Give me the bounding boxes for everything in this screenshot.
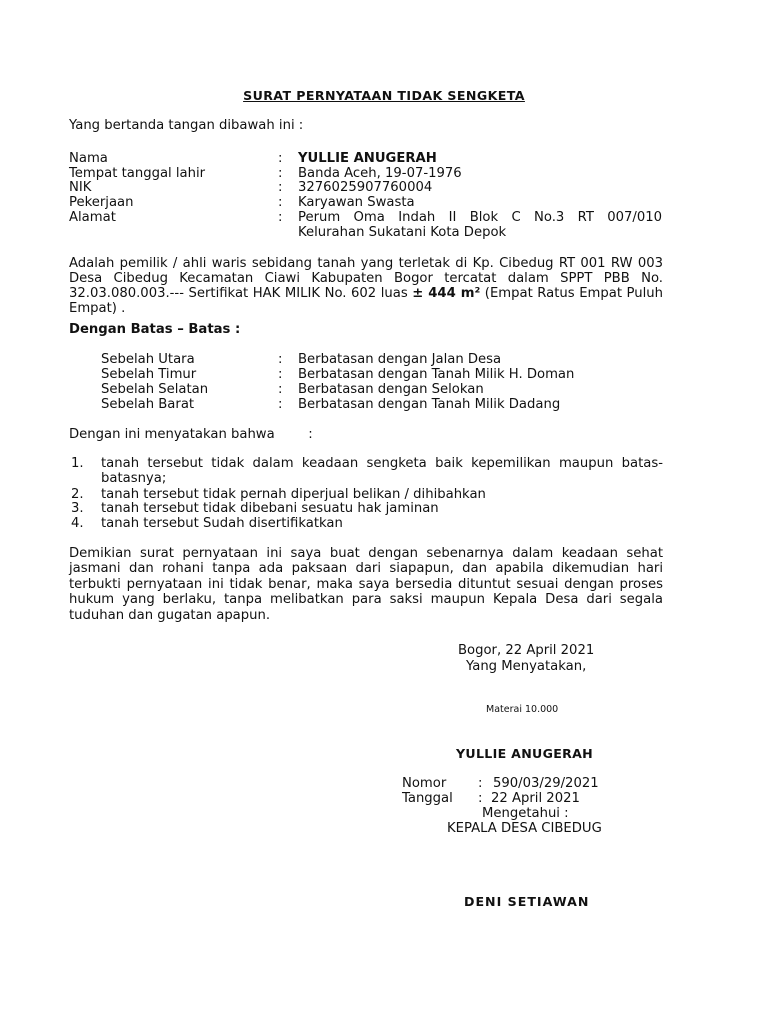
village-head-name: DENI SETIAWAN <box>464 894 590 909</box>
identity-value-ttl: Banda Aceh, 19-07-1976 <box>298 166 462 181</box>
boundary-value-west: Berbatasan dengan Tanah Milik Dadang <box>298 397 561 412</box>
signature-place-date: Bogor, 22 April 2021 <box>458 643 595 658</box>
identity-colon: : <box>278 195 283 210</box>
land-area: ± 444 m² <box>412 286 481 301</box>
stamp-duty-label: Materai 10.000 <box>486 704 559 715</box>
identity-label-pekerjaan: Pekerjaan <box>69 195 134 210</box>
identity-label-nik: NIK <box>69 180 92 195</box>
tanggal-label: Tanggal <box>402 791 453 806</box>
identity-colon: : <box>278 166 283 181</box>
identity-label-alamat: Alamat <box>69 210 116 225</box>
tanggal-value: 22 April 2021 <box>491 791 580 806</box>
boundary-colon: : <box>278 397 283 412</box>
identity-colon: : <box>278 210 283 225</box>
identity-value-alamat-line2: Kelurahan Sukatani Kota Depok <box>298 225 507 240</box>
signer-name: YULLIE ANUGERAH <box>456 746 594 761</box>
document-title: SURAT PERNYATAAN TIDAK SENGKETA <box>243 88 525 103</box>
identity-value-pekerjaan: Karyawan Swasta <box>298 195 415 210</box>
boundary-colon: : <box>278 352 283 367</box>
identity-label-nama: Nama <box>69 151 108 166</box>
statement-item: tanah tersebut Sudah disertifikatkan <box>101 516 343 531</box>
statement-number: 3. <box>71 501 84 516</box>
boundary-side-west: Sebelah Barat <box>101 397 195 412</box>
boundary-colon: : <box>278 367 283 382</box>
mengetahui-label: Mengetahui : <box>482 806 569 821</box>
identity-value-nik: 3276025907760004 <box>298 180 433 195</box>
registry-colon: : <box>478 776 483 791</box>
closing-paragraph: Demikian surat pernyataan ini saya buat dengan sebenarnya dalam keadaan sehat jasmani dan rohani tanpa ada paksaan dari siapapun, dan apabila dikemudian hari terbukti pernyataan ini tidak benar, maka saya bersedia dituntut sesuai dengan proses hukum yang berlaku, tanpa melibatkan para saksi maupun Kepala Desa dari segala tuduhan dan gugatan apapun. <box>69 546 663 623</box>
identity-colon: : <box>278 151 283 166</box>
intro-text: Yang bertanda tangan dibawah ini : <box>69 118 304 133</box>
signature-role: Yang Menyatakan, <box>466 659 587 674</box>
statement-item: tanah tersebut tidak dibebani sesuatu hak jaminan <box>101 501 439 516</box>
identity-value-alamat: Perum Oma Indah II Blok C No.3 RT 007/010 <box>298 210 662 225</box>
statement-item: tanah tersebut tidak dalam keadaan sengketa baik kepemilikan maupun batas-batasnya; <box>101 456 663 486</box>
village-head-office: KEPALA DESA CIBEDUG <box>447 821 602 836</box>
statement-number: 2. <box>71 487 84 502</box>
identity-value-nama: YULLIE ANUGERAH <box>298 151 437 166</box>
boundary-value-south: Berbatasan dengan Selokan <box>298 382 484 397</box>
statement-number: 1. <box>71 456 84 471</box>
boundary-value-north: Berbatasan dengan Jalan Desa <box>298 352 502 367</box>
identity-colon: : <box>278 180 283 195</box>
identity-label-ttl: Tempat tanggal lahir <box>69 166 206 181</box>
boundary-colon: : <box>278 382 283 397</box>
nomor-label: Nomor <box>402 776 447 791</box>
boundary-side-north: Sebelah Utara <box>101 352 195 367</box>
boundaries-heading: Dengan Batas – Batas : <box>69 322 241 337</box>
registry-colon: : <box>478 791 483 806</box>
ownership-text: Adalah pemilik / ahli waris sebidang tanah yang terletak di Kp. Cibedug RT 001 RW 003 Desa Cibedug Kecamatan Ciawi Kabupaten Bogor tercatat dalam SPPT PBB No. 32.03.080.003.--- Sertifikat HAK MILIK No. 602 luas <box>69 256 663 301</box>
boundary-value-east: Berbatasan dengan Tanah Milik H. Doman <box>298 367 575 382</box>
boundary-side-south: Sebelah Selatan <box>101 382 209 397</box>
statement-item: tanah tersebut tidak pernah diperjual belikan / dihibahkan <box>101 487 486 502</box>
statement-number: 4. <box>71 516 84 531</box>
ownership-text-end: (Empat Ratus Empat Puluh Empat) . <box>69 286 664 316</box>
statement-intro: Dengan ini menyatakan bahwa : <box>69 427 313 442</box>
boundary-side-east: Sebelah Timur <box>101 367 197 382</box>
ownership-paragraph <box>69 256 663 316</box>
nomor-value: 590/03/29/2021 <box>493 776 599 791</box>
